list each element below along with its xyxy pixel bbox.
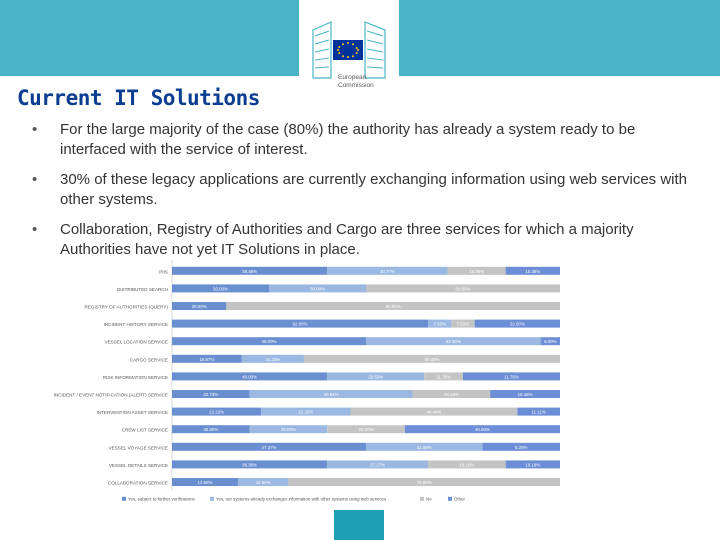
data-label: 53.33% — [445, 339, 461, 345]
bullet-list — [30, 120, 700, 270]
data-label: 18.18% — [443, 392, 459, 397]
data-label: 40.00% — [203, 427, 219, 433]
category-label: RISK INFORMATION SERVICE — [102, 374, 168, 380]
data-label: 5.00% — [544, 339, 557, 345]
bullet-item — [30, 170, 700, 210]
data-label: 18.18% — [517, 392, 533, 397]
data-label: 45.00% — [261, 339, 277, 345]
data-label: 44.44% — [426, 409, 442, 415]
commission-building-icon — [299, 0, 399, 80]
data-label: 33.33% — [265, 356, 281, 362]
data-label: 36.36% — [242, 462, 258, 468]
bullet-text: For the large majority of the case (80%) the authority has already a system ready to be interfaced with the service of interest. — [60, 121, 636, 158]
bullet-text: Collaboration, Registry of Authorities and Cargo are three services for which a majority Authorities have not yet IT Solutions in place. — [60, 221, 634, 258]
bullet-item — [30, 120, 700, 160]
logo-label — [338, 74, 398, 89]
data-label: 20.00% — [191, 304, 207, 309]
data-label: 75.00% — [416, 480, 432, 485]
data-label: 40.00% — [242, 374, 258, 380]
data-label: 22.73% — [203, 392, 219, 397]
category-label: INCIDENT HISTORY SERVICE — [103, 322, 168, 328]
category-label: VESSEL LOCATION SERVICE — [104, 339, 168, 345]
footer-accent — [334, 510, 384, 540]
data-label: 12.50% — [197, 480, 213, 485]
data-label: 62.50% — [292, 321, 308, 327]
data-label: 50.00% — [455, 286, 471, 292]
data-label: 30.00% — [213, 286, 228, 292]
data-label: 22.22% — [209, 409, 225, 415]
legend-swatch — [122, 497, 126, 501]
data-label: 80.00% — [385, 304, 401, 309]
data-label: 12.50% — [255, 480, 271, 485]
data-label: 40.91% — [323, 392, 339, 397]
category-label: VESSEL DETAILS SERVICE — [108, 462, 168, 468]
stacked-bar-chart — [40, 256, 570, 506]
it-solutions-chart — [40, 256, 570, 506]
data-label: 30.77% — [379, 268, 395, 274]
logo-line-2: Commission — [338, 81, 374, 89]
category-label: IRIS — [159, 269, 168, 275]
data-label: 7.50% — [456, 321, 470, 327]
category-label: VESSEL VOYAGE SERVICE — [108, 445, 168, 451]
data-label: 7.50% — [433, 321, 446, 327]
slide-title: Current IT Solutions — [17, 86, 260, 110]
data-label: 40.00% — [474, 427, 490, 433]
category-label: CREW LIST SERVICE — [121, 427, 168, 433]
logo-line-1: European — [338, 74, 367, 81]
legend-label: Yes, subject to further verifications — [128, 496, 195, 502]
category-label: DISTRIBUTED SEARCH — [116, 286, 168, 292]
data-label: 16.67% — [199, 356, 215, 362]
data-label: 47.37% — [261, 444, 277, 450]
bullet-icon: • — [32, 121, 38, 138]
data-label: 38.46% — [242, 268, 258, 274]
category-label: REGISTRY OF AUTHORITIES (QUERY) — [84, 304, 168, 310]
legend-swatch — [448, 497, 452, 501]
data-label: 22.22% — [298, 409, 314, 415]
data-label: 15.38% — [469, 268, 485, 274]
bullet-item — [30, 220, 700, 260]
data-label: 50.00% — [424, 356, 440, 362]
legend-swatch — [420, 497, 424, 501]
data-label: 18.18% — [525, 462, 541, 468]
data-label: 11.76% — [436, 374, 451, 380]
legend-label: Yes, our systems already exchanges information with other systems using web services — [216, 496, 387, 502]
data-label: 18.18% — [459, 462, 475, 468]
legend-label: Other — [454, 496, 465, 502]
bullet-icon: • — [32, 171, 38, 188]
bullet-text: 30% of these legacy applications are currently exchanging information using web services with other systems. — [60, 171, 688, 208]
data-label: 5.26% — [514, 444, 528, 450]
category-label: COLLABORATION SERVICE — [107, 480, 168, 486]
data-label: 15.38% — [525, 268, 541, 274]
data-label: 31.58% — [416, 444, 432, 450]
category-label: INTERVENTION ASSET SERVICE — [96, 410, 168, 416]
data-label: 30.00% — [310, 286, 325, 292]
legend-swatch — [210, 497, 214, 501]
data-label: 27.27% — [370, 462, 386, 468]
legend-label: No — [426, 496, 432, 502]
bullet-icon: • — [32, 221, 38, 238]
data-label: 11.76% — [504, 374, 519, 380]
category-label: CARGO SERVICE — [129, 357, 168, 363]
data-label: 11.11% — [531, 409, 546, 415]
data-label: 20.00% — [280, 427, 296, 433]
data-label: 23.53% — [368, 374, 384, 380]
data-label: 22.50% — [509, 321, 525, 327]
data-label: 20.00% — [358, 427, 374, 433]
category-label: INCIDENT / EVENT NOTIFICATION (ALERT) SERVICE — [53, 392, 168, 398]
